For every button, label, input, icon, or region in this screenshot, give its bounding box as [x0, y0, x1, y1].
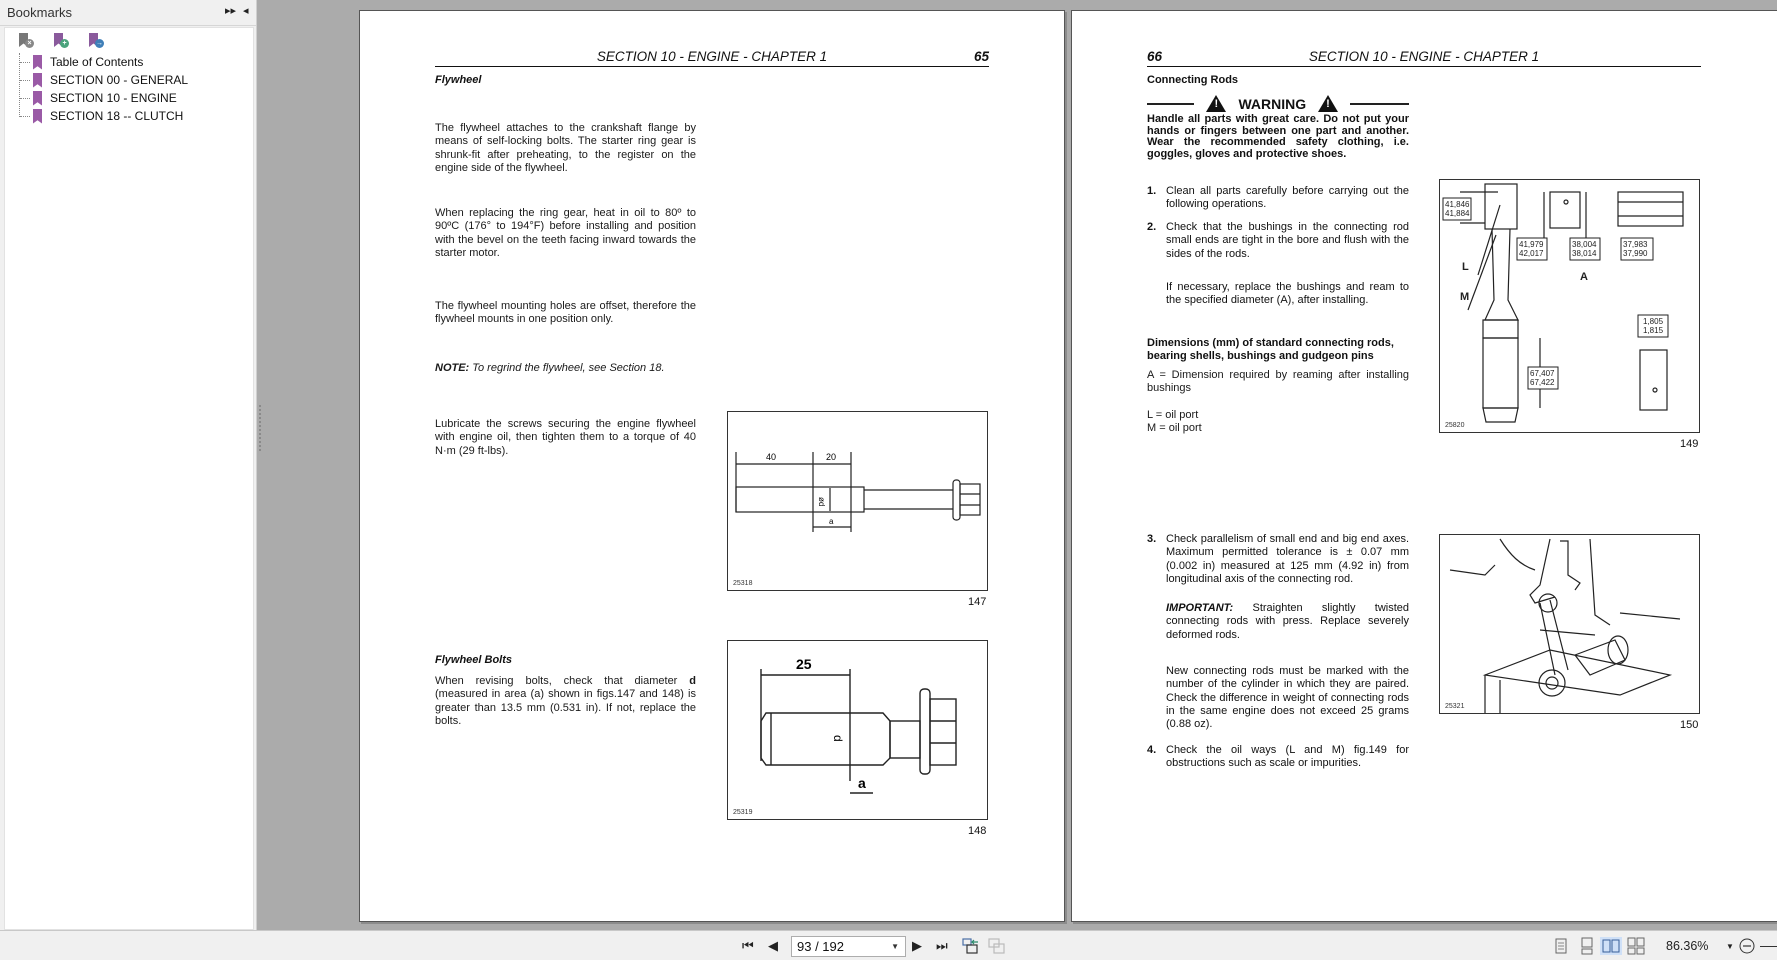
- figure-number: 147: [968, 596, 987, 608]
- bookmark-label: SECTION 10 - ENGINE: [50, 91, 177, 105]
- dimension-a-legend: A = Dimension required by reaming after installing bushings: [1147, 369, 1409, 395]
- zoom-dropdown-icon[interactable]: ▼: [1726, 941, 1734, 951]
- chevron-down-icon[interactable]: ▼: [891, 942, 899, 951]
- dim-value: 37,983: [1623, 240, 1648, 249]
- dim-value: 67,422: [1530, 378, 1555, 387]
- figure-147: [727, 411, 988, 591]
- next-view-icon[interactable]: [986, 937, 1008, 955]
- dim-25: 25: [796, 656, 812, 672]
- paragraph-lubricate: Lubricate the screws securing the engine flywheel with engine oil, then tighten them to a torque of 40 N·m (29 ft-lbs).: [435, 418, 696, 457]
- continuous-view-icon[interactable]: [1576, 937, 1598, 955]
- bolt-diagram-147: [728, 412, 987, 590]
- text-bold: d: [689, 675, 696, 687]
- figure-number: 149: [1680, 438, 1699, 450]
- single-page-view-icon[interactable]: [1550, 937, 1572, 955]
- dim-value: 41,979: [1519, 240, 1544, 249]
- step-number: 4.: [1147, 744, 1157, 756]
- note-text: To regrind the flywheel, see Section 18.: [469, 362, 665, 374]
- two-page-continuous-view-icon[interactable]: [1625, 937, 1647, 955]
- dim-value: 37,990: [1623, 249, 1648, 258]
- section-subtitle: Connecting Rods: [1147, 74, 1239, 86]
- zoom-slider[interactable]: [1760, 946, 1777, 947]
- page-number: 65: [973, 49, 989, 64]
- bookmarks-header: [0, 0, 256, 26]
- section-subtitle-bolts: Flywheel Bolts: [435, 654, 513, 666]
- dim-20: 20: [826, 452, 837, 462]
- paragraph-revising-bolts: [435, 675, 696, 728]
- figure-149: [1439, 179, 1700, 433]
- bookmark-icon: [33, 55, 42, 70]
- step-3: [1147, 533, 1409, 586]
- step-2: [1147, 221, 1409, 261]
- previous-view-icon[interactable]: [960, 937, 982, 955]
- dim-40: 40: [766, 452, 777, 462]
- dim-value: 67,407: [1530, 369, 1555, 378]
- dim-value: 38,014: [1572, 249, 1597, 258]
- delete-bookmark-button[interactable]: [17, 32, 34, 49]
- label-m: M: [1460, 291, 1470, 303]
- text: (measured in area (a) shown in figs.147 and 148) is greater than 13.5 mm (0.531 in). If not, replace the bolts.: [435, 688, 696, 727]
- bookmark-section-00[interactable]: [17, 71, 253, 89]
- dim-value: 42,017: [1519, 249, 1544, 258]
- text: When revising bolts, check that diameter: [435, 675, 690, 687]
- first-page-button[interactable]: ⏮: [742, 938, 754, 953]
- dim-value: 41,846: [1445, 200, 1470, 209]
- bookmark-section-10[interactable]: [17, 89, 253, 107]
- label-a: A: [1580, 271, 1588, 283]
- paragraph-flywheel-attach: The flywheel attaches to the crankshaft flange by means of self-locking bolts. The starter ring gear is shrunk-fit after preheating, to the register on the engine side of the flywheel.: [435, 122, 696, 174]
- next-page-button[interactable]: ▶: [912, 938, 922, 953]
- step-text: Check that the bushings in the connecting rod small ends are tight in the bore and flush with the sides of the rods.: [1166, 221, 1409, 260]
- connecting-rod-press-illustration: [1440, 535, 1699, 713]
- bookmark-tools: [5, 28, 253, 52]
- step-text: Check parallelism of small end and big end axes. Maximum permitted tolerance is ± 0.07 mm (0.002 in) measured at 125 mm (4.92 in) from longitudinal axis of the connecting rod.: [1166, 533, 1409, 585]
- important-text: Straighten slightly twisted connecting rods with press. Replace severely deformed rods.: [1166, 602, 1409, 641]
- bookmark-label: Table of Contents: [50, 55, 144, 69]
- label-d: d: [831, 735, 845, 742]
- label-l: L: [1462, 261, 1469, 273]
- important-label: IMPORTANT:: [1166, 602, 1234, 614]
- bookmark-section-18[interactable]: [17, 107, 253, 125]
- step-4: [1147, 744, 1409, 771]
- go-to-bookmark-button[interactable]: [87, 32, 104, 49]
- pdf-page-66: [1071, 10, 1777, 922]
- warning-icon: [1206, 95, 1226, 112]
- dim-value: 1,815: [1643, 326, 1664, 335]
- figure-number: 148: [968, 825, 987, 837]
- note: [435, 362, 696, 375]
- delete-icon: ×: [25, 39, 34, 48]
- figure-number: 150: [1680, 719, 1699, 731]
- label-a: a: [858, 775, 866, 791]
- step-number: 2.: [1147, 221, 1157, 233]
- bookmark-icon: [33, 109, 42, 124]
- bookmark-table-of-contents[interactable]: [17, 53, 253, 71]
- figure-148: [727, 640, 988, 820]
- figure-code: 25319: [733, 809, 753, 816]
- bookmarks-title: Bookmarks: [7, 5, 73, 20]
- legend-m: M = oil port: [1147, 422, 1202, 434]
- bookmarks-panel: [0, 0, 257, 930]
- pdf-page-65: [359, 10, 1065, 922]
- step-text: Check the oil ways (L and M) fig.149 for obstructions such as scale or impurities.: [1166, 744, 1409, 770]
- page-number-input[interactable]: [791, 936, 906, 957]
- page-indicator: 93 / 192: [797, 939, 844, 954]
- divider: [1147, 103, 1194, 105]
- bolt-diagram-148: [728, 641, 987, 819]
- add-icon: +: [60, 39, 69, 48]
- page-header: [435, 49, 989, 67]
- two-page-view-icon[interactable]: [1600, 937, 1622, 955]
- new-rods-note: New connecting rods must be marked with the number of the cylinder in which they are paired. Check the difference in weight of connecting rods in the same engine does not exceed 25 grams (0.88 oz).: [1166, 665, 1409, 731]
- warning-text: Handle all parts with great care. Do not put your hands or fingers between one part and another. Wear the recommended safety clothing, i.e. goggles, gloves and protective shoes.: [1147, 113, 1409, 160]
- step-2-note: If necessary, replace the bushings and ream to the specified diameter (A), after installing.: [1166, 281, 1409, 307]
- paragraph-mounting-holes: The flywheel mounting holes are offset, therefore the flywheel mounts in one position only.: [435, 300, 696, 326]
- header-title: SECTION 10 - ENGINE - CHAPTER 1: [596, 49, 828, 64]
- note-label: NOTE:: [435, 362, 470, 374]
- figure-code: 25318: [733, 580, 753, 587]
- figure-code: 25321: [1445, 703, 1465, 710]
- step-number: 1.: [1147, 185, 1157, 197]
- step-1: [1147, 185, 1409, 212]
- panel-resize-handle[interactable]: [259, 405, 262, 451]
- navigation-toolbar: [0, 930, 1777, 960]
- collapse-panel-icon[interactable]: ◂: [243, 5, 249, 17]
- bookmark-tree: [5, 53, 253, 125]
- step-text: Clean all parts carefully before carrying out the following operations.: [1166, 185, 1409, 211]
- warning-icon: [1318, 95, 1338, 112]
- step-number: 3.: [1147, 533, 1157, 545]
- bookmark-icon: [33, 91, 42, 106]
- page-header: [1147, 49, 1701, 67]
- legend-l: L = oil port: [1147, 409, 1199, 421]
- last-page-button[interactable]: ⏭: [936, 938, 948, 953]
- bookmark-label: SECTION 18 -- CLUTCH: [50, 109, 184, 123]
- figure-code: 25820: [1445, 422, 1465, 429]
- bookmarks-tree-container: [4, 27, 254, 930]
- zoom-out-icon[interactable]: [1738, 937, 1756, 955]
- panel-options-icon[interactable]: ▸▸: [225, 5, 237, 17]
- figure-150: [1439, 534, 1700, 714]
- important-note: [1166, 602, 1409, 642]
- paragraph-ring-gear: When replacing the ring gear, heat in oil to 80º to 90ºC (176° to 194°F) before installing and position with the bevel on the teeth facing inward towards the starter motor.: [435, 207, 696, 259]
- header-title: SECTION 10 - ENGINE - CHAPTER 1: [1308, 49, 1540, 64]
- bookmark-label: SECTION 00 - GENERAL: [50, 73, 189, 87]
- warning-title: WARNING: [1238, 95, 1307, 112]
- bookmark-icon: [33, 73, 42, 88]
- dim-value: 38,004: [1572, 240, 1597, 249]
- dimensions-title: Dimensions (mm) of standard connecting rods, bearing shells, bushings and gudgeon pins: [1147, 337, 1394, 362]
- label-d: ød: [817, 497, 826, 507]
- add-bookmark-button[interactable]: [52, 32, 69, 49]
- divider: [1350, 103, 1409, 105]
- arrow-right-icon: →: [96, 40, 103, 47]
- warning-header: [1147, 95, 1409, 112]
- zoom-level[interactable]: 86.36%: [1666, 939, 1709, 953]
- page-number: 66: [1147, 49, 1163, 64]
- connecting-rod-diagram: [1440, 180, 1699, 432]
- section-subtitle: Flywheel: [435, 74, 482, 86]
- dim-value: 1,805: [1643, 317, 1664, 326]
- dim-value: 41,884: [1445, 209, 1470, 218]
- label-a: a: [829, 517, 834, 526]
- previous-page-button[interactable]: ◀: [768, 938, 778, 953]
